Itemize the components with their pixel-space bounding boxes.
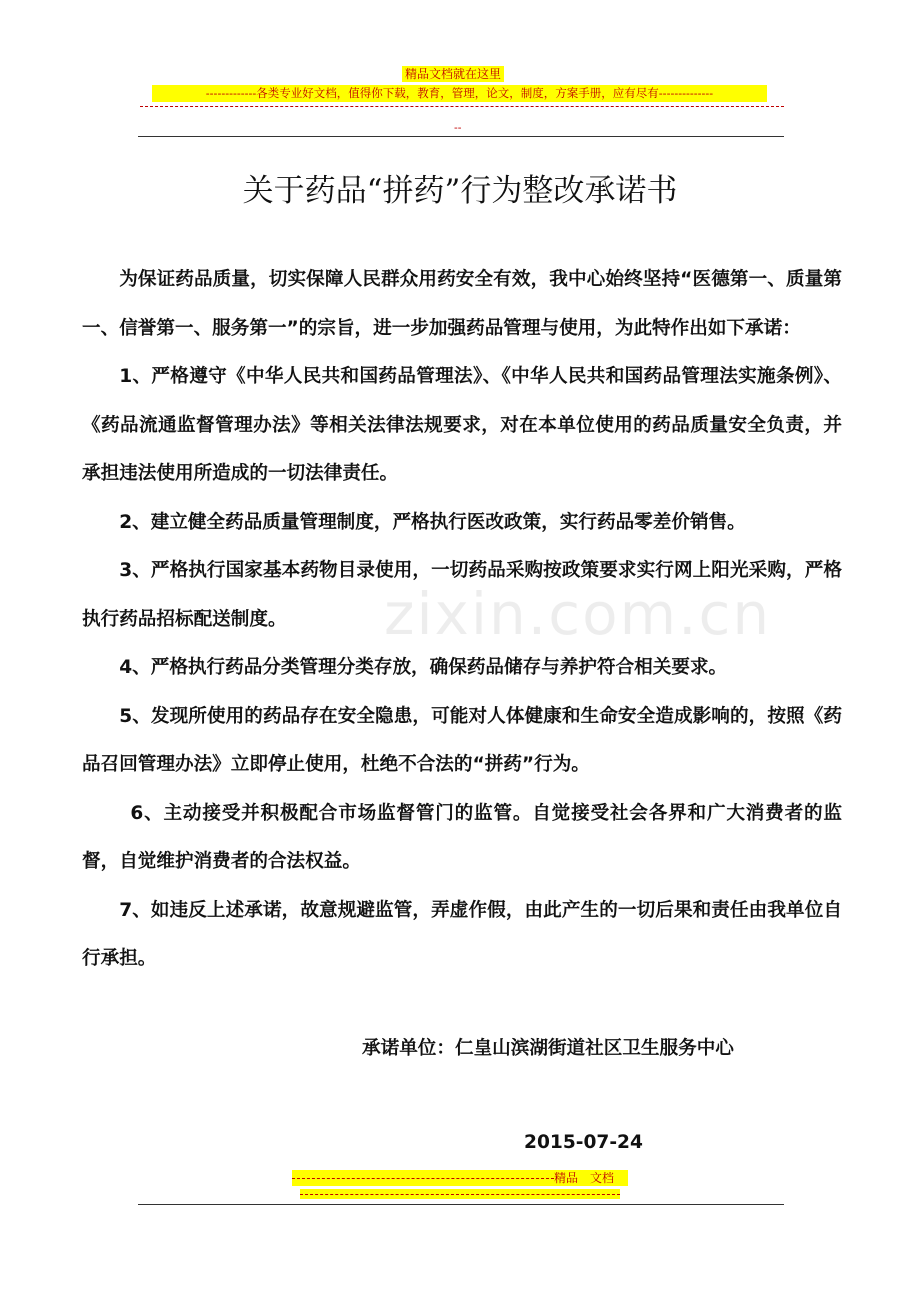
signing-date: 2015-07-24 — [524, 1132, 643, 1153]
document-body — [82, 256, 842, 984]
header-banner-title: 精品文档就在这里 — [402, 66, 504, 82]
header-banner-slogan: -------------各类专业好文档，值得你下载，教育，管理，论文，制度，方案手册，应有尽有-------------- — [152, 85, 767, 102]
commitment-item-7: 7、如违反上述承诺，故意规避监管，弄虚作假，由此产生的一切后果和责任由我单位自行承担。 — [82, 899, 842, 969]
header-rule — [138, 136, 784, 137]
footer-rule — [138, 1204, 784, 1205]
signing-unit: 承诺单位：仁皇山滨湖街道社区卫生服务中心 — [362, 1038, 734, 1059]
footer-label: 精品 文档 — [554, 1171, 615, 1185]
commitment-item-2: 2、建立健全药品质量管理制度，严格执行医改政策，实行药品零差价销售。 — [119, 511, 746, 533]
commitment-item-1: 1、严格遵守《中华人民共和国药品管理法》、《中华人民共和国药品管理法实施条例》、《药品流通监督管理办法》等相关法律法规要求，对在本单位使用的药品质量安全负责，并承担违法使用所造成的一切法律责任。 — [82, 366, 842, 484]
footer-banner — [292, 1170, 628, 1186]
commitment-item-3: 3、严格执行国家基本药物目录使用，一切药品采购按政策要求实行网上阳光采购，严格执行药品招标配送制度。 — [82, 560, 842, 630]
header-dashed-divider — [140, 106, 784, 119]
watermark: zixin.com.cn — [384, 580, 772, 648]
footer-dashed-divider — [300, 1189, 620, 1199]
commitment-item-4: 4、严格执行药品分类管理分类存放，确保药品储存与养护符合相关要求。 — [119, 657, 728, 678]
footer-dashes — [292, 1178, 554, 1179]
commitment-item-5: 5、发现所使用的药品存在安全隐患，可能对人体健康和生命安全造成影响的，按照《药品召回管理办法》立即停止使用，杜绝不合法的“拼药”行为。 — [82, 705, 842, 775]
intro-paragraph: 为保证药品质量，切实保障人民群众用药安全有效，我中心始终坚持“医德第一、质量第一、信誉第一、服务第一”的宗旨，进一步加强药品管理与使用，为此特作出如下承诺： — [82, 269, 842, 339]
header-dash-tail: -- — [454, 121, 462, 134]
document-title: 关于药品“拼药”行为整改承诺书 — [242, 173, 678, 209]
commitment-item-6: 6、主动接受并积极配合市场监督管门的监管。自觉接受社会各界和广大消费者的监督，自觉维护消费者的合法权益。 — [82, 802, 842, 872]
